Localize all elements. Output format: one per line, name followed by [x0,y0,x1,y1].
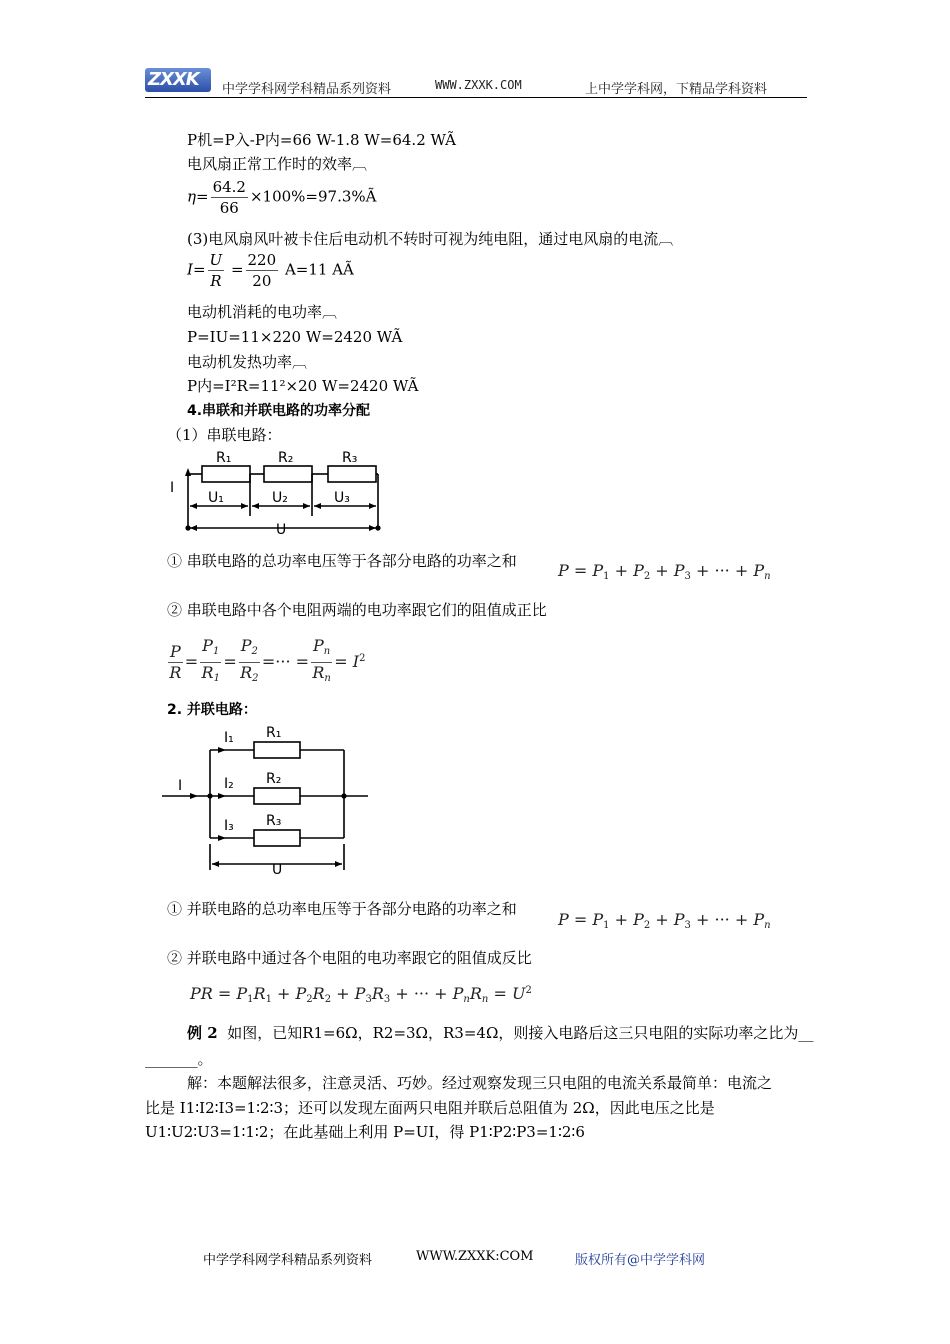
series-r1-label: R₁ [216,450,232,466]
footer-left: 中学学科网学科精品系列资料 [203,1253,373,1268]
line-heat-power: P内=I²R=11²×20 W=2420 WÃ [187,377,419,395]
parallel-r3-label: R₃ [266,813,282,829]
footer-url[interactable]: WWW.ZXXK:COM [416,1249,534,1264]
section-4-heading: 4.串联和并联电路的功率分配 [187,403,371,419]
header-rule [145,97,807,98]
parallel-sum-formula: $P = P_1 + P_2 + P_3$ + ··· + $P_n$ [558,910,771,931]
series-r2-label: R₂ [278,450,294,466]
header-right: 上中学学科网，下精品学科资料 [585,82,768,97]
logo-text: ZXXK [148,69,199,90]
series-sum-formula: $P = P_1 + P_2 + P_3$ + ··· + $P_n$ [558,561,771,582]
parallel-point-1: ① 并联电路的总功率电压等于各部分电路的功率之和 [167,900,517,918]
series-point-2: ② 串联电路中各个电阻两端的电功率跟它们的阻值成正比 [167,601,547,619]
example-label: 例 2 [187,1024,218,1042]
parallel-r1-label: R₁ [266,725,282,741]
solution-line-2: 比是 I1∶I2∶I3=1∶2∶3；还可以发现左面两只电阻并联后总阻值为 2Ω，因此电压之比是 [145,1099,715,1117]
zxxk-logo [145,68,211,92]
series-title: （1）串联电路： [167,426,282,444]
parallel-i-label: I [178,778,183,794]
series-u-label: U [276,522,287,538]
series-point-1: ① 串联电路的总功率电压等于各部分电路的功率之和 [167,552,517,570]
series-u1-label: U₁ [208,490,224,506]
line-p-machine: P机=P入-P内=66 W-1.8 W=64.2 WÃ [187,131,457,149]
header-left: 中学学科网学科精品系列资料 [222,82,392,97]
line-motor-power-label: 电动机消耗的电功率︹ [187,303,338,321]
parallel-i2-label: I₂ [224,776,234,792]
parallel-i3-label: I₃ [224,818,234,834]
parallel-u-label: U [272,862,283,874]
line-current: I= $\frac{U}{R}$ = $\frac{220}{20}$ A=11 AÃ [187,251,354,290]
line-stalled-fan: (3)电风扇风叶被卡住后电动机不转时可视为纯电阻，通过电风扇的电流︹ [187,230,674,248]
eta-fraction: $\frac{64.2}{66}$ [212,178,246,217]
parallel-title: 2. 并联电路： [167,702,257,718]
parallel-product-formula: PR = $P_1R_1 + P_2R_2 + P_3R_3$ + ··· + $P_nR_n = U^2$ [190,984,532,1005]
header [145,66,807,98]
series-u2-label: U₂ [272,490,288,506]
example-2-cont: _______。 [145,1050,213,1068]
parallel-point-2: ② 并联电路中通过各个电阻的电功率跟它的阻值成反比 [167,949,532,967]
series-i-label: I [170,480,175,496]
parallel-circuit-diagram [162,722,372,874]
line-motor-power: P=IU=11×220 W=2420 WÃ [187,328,403,346]
solution-line-3: U1∶U2∶U3=1∶1∶2；在此基础上利用 P=UI，得 P1∶P2∶P3=1∶2∶6 [145,1123,585,1141]
series-ratio-formula: $\frac{P}{R}$ = $\frac{P_1}{R_1}$ = $\frac{P_2}{R_2}$ =··· = $\frac{P_n}{R_n}$ = $I^2$ [169,636,366,684]
solution-line-1: 解：本题解法很多，注意灵活、巧妙。经过观察发现三只电阻的电流关系最简单：电流之 [187,1074,773,1092]
series-circuit-diagram [168,446,388,538]
parallel-i1-label: I₁ [224,730,234,746]
footer-copyright[interactable]: 版权所有@中学学科网 [575,1253,706,1268]
line-eta: η= $\frac{64.2}{66}$ ×100%=97.3%Ã [187,178,377,217]
example-2 [187,1023,813,1043]
parallel-r2-label: R₂ [266,771,282,787]
line-heat-power-label: 电动机发热功率︹ [187,353,308,371]
header-url[interactable]: WWW.ZXXK.COM [435,78,522,92]
line-efficiency-label: 电风扇正常工作时的效率︹ [187,155,368,173]
series-r3-label: R₃ [342,450,358,466]
series-u3-label: U₃ [334,490,350,506]
example-text: 如图，已知R1=6Ω，R2=3Ω，R3=4Ω，则接入电路后这三只电阻的实际功率之比为__ [227,1024,814,1042]
